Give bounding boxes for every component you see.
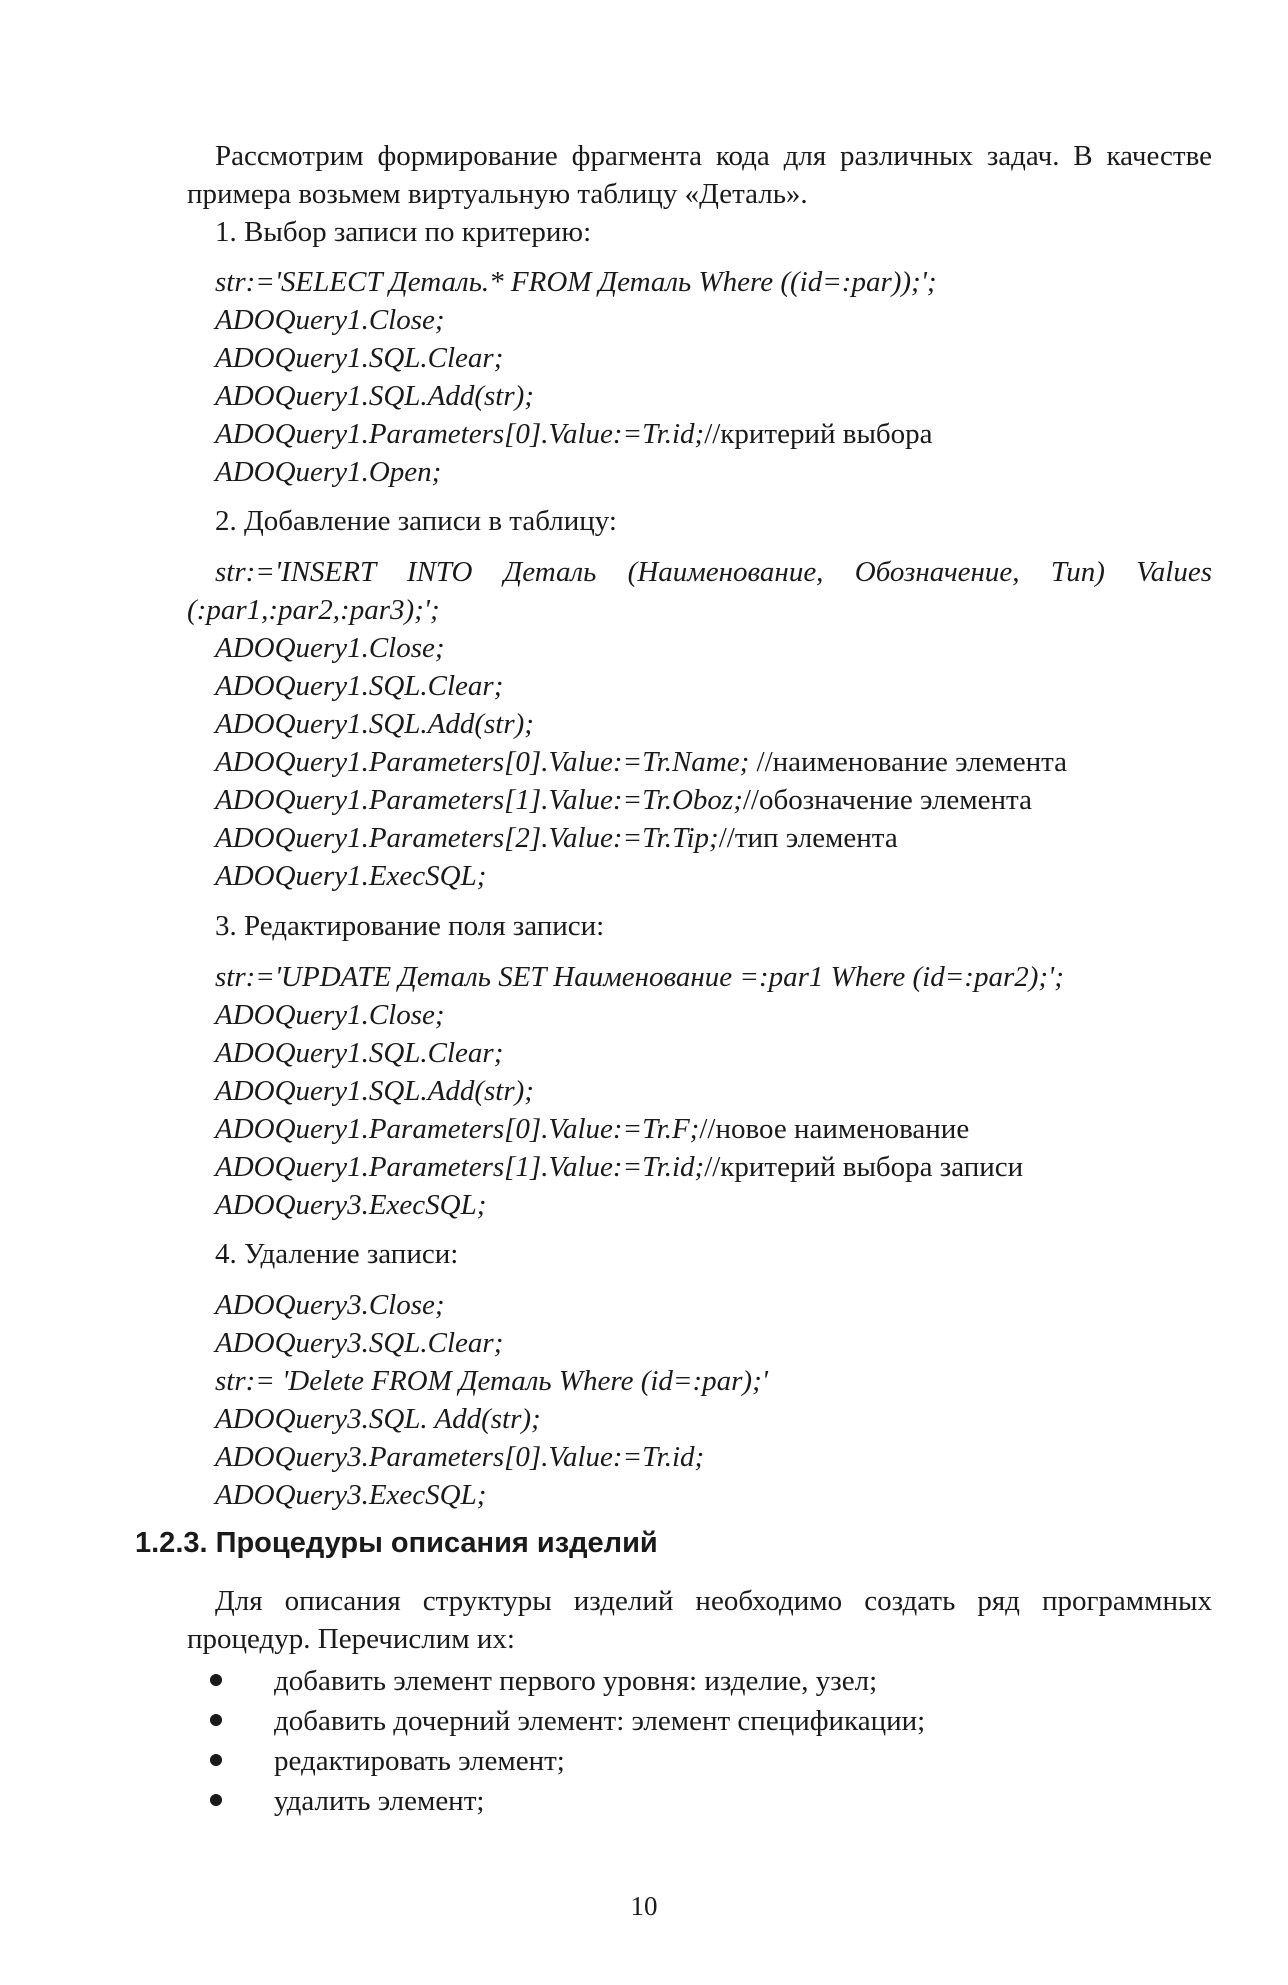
code-line: ADOQuery1.Parameters[2].Value:=Tr.Tip;//тип элемента bbox=[215, 822, 898, 854]
code-line: ADOQuery3.SQL.Clear; bbox=[215, 1327, 504, 1359]
section-4-title: 4. Удаление записи: bbox=[215, 1238, 459, 1270]
code-line: ADOQuery1.Parameters[0].Value:=Tr.F;//новое наименование bbox=[215, 1113, 970, 1145]
code-line: ADOQuery1.Close; bbox=[215, 632, 445, 664]
bullet-icon bbox=[210, 1794, 222, 1806]
code-line: ADOQuery1.Parameters[1].Value:=Tr.id;//критерий выбора записи bbox=[215, 1151, 1024, 1183]
code-line: ADOQuery1.SQL.Add(str); bbox=[215, 708, 534, 740]
code-line: ADOQuery3.Parameters[0].Value:=Tr.id; bbox=[215, 1441, 705, 1473]
section-3-title: 3. Редактирование поля записи: bbox=[215, 910, 605, 942]
code-line: ADOQuery3.Close; bbox=[215, 1289, 445, 1321]
bullet-icon bbox=[210, 1674, 222, 1686]
code-line: ADOQuery1.ExecSQL; bbox=[215, 860, 487, 892]
section-1-title: 1. Выбор записи по критерию: bbox=[215, 216, 592, 248]
bullet-icon bbox=[210, 1754, 222, 1766]
section-heading: 1.2.3. Процедуры описания изделий bbox=[135, 1527, 658, 1559]
list-item: редактировать элемент; bbox=[210, 1742, 565, 1780]
code-line: ADOQuery1.SQL.Add(str); bbox=[215, 1075, 534, 1107]
code-line: ADOQuery3.SQL. Add(str); bbox=[215, 1403, 541, 1435]
page-number: 10 bbox=[630, 1891, 658, 1921]
code-line: ADOQuery1.SQL.Add(str); bbox=[215, 380, 534, 412]
code-line: ADOQuery3.ExecSQL; bbox=[215, 1479, 487, 1511]
bullet-icon bbox=[210, 1714, 222, 1726]
list-item: добавить элемент первого уровня: изделие, узел; bbox=[210, 1662, 877, 1700]
section-2-title: 2. Добавление записи в таблицу: bbox=[215, 505, 617, 537]
code-line: str:= 'Delete FROM Деталь Where (id=:par);' bbox=[215, 1365, 768, 1397]
code-line: ADOQuery1.SQL.Clear; bbox=[215, 670, 504, 702]
code-line: ADOQuery1.SQL.Clear; bbox=[215, 342, 504, 374]
list-item: добавить дочерний элемент: элемент спецификации; bbox=[210, 1702, 925, 1740]
code-line: ADOQuery1.Parameters[0].Value:=Tr.Name; //наименование элемента bbox=[215, 746, 1068, 778]
code-line: ADOQuery1.Close; bbox=[215, 304, 445, 336]
code-line: ADOQuery1.Parameters[1].Value:=Tr.Oboz;//обозначение элемента bbox=[215, 784, 1032, 816]
code-line: str:='UPDATE Деталь SET Наименование =:par1 Where (id=:par2);'; bbox=[215, 961, 1064, 993]
list-item: удалить элемент; bbox=[210, 1782, 484, 1820]
code-line: ADOQuery1.SQL.Clear; bbox=[215, 1037, 504, 1069]
code-line: ADOQuery3.ExecSQL; bbox=[215, 1189, 487, 1221]
code-line-wrapped: str:='INSERT INTO Деталь (Наименование, Обозначение, Тип) Values (:par1,:par2,:par3);'; bbox=[187, 556, 1212, 626]
code-line: ADOQuery1.Open; bbox=[215, 456, 442, 488]
intro-paragraph: Рассмотрим формирование фрагмента кода для различных задач. В качестве примера возьмем виртуальную таблицу «Деталь». bbox=[187, 140, 1212, 210]
code-line: ADOQuery1.Parameters[0].Value:=Tr.id;//критерий выбора bbox=[215, 418, 933, 450]
code-line: ADOQuery1.Close; bbox=[215, 999, 445, 1031]
procedures-intro-paragraph: Для описания структуры изделий необходимо создать ряд программных процедур. Перечислим их: bbox=[187, 1585, 1212, 1655]
code-line: str:='SELECT Деталь.* FROM Деталь Where ((id=:par));'; bbox=[215, 266, 937, 298]
